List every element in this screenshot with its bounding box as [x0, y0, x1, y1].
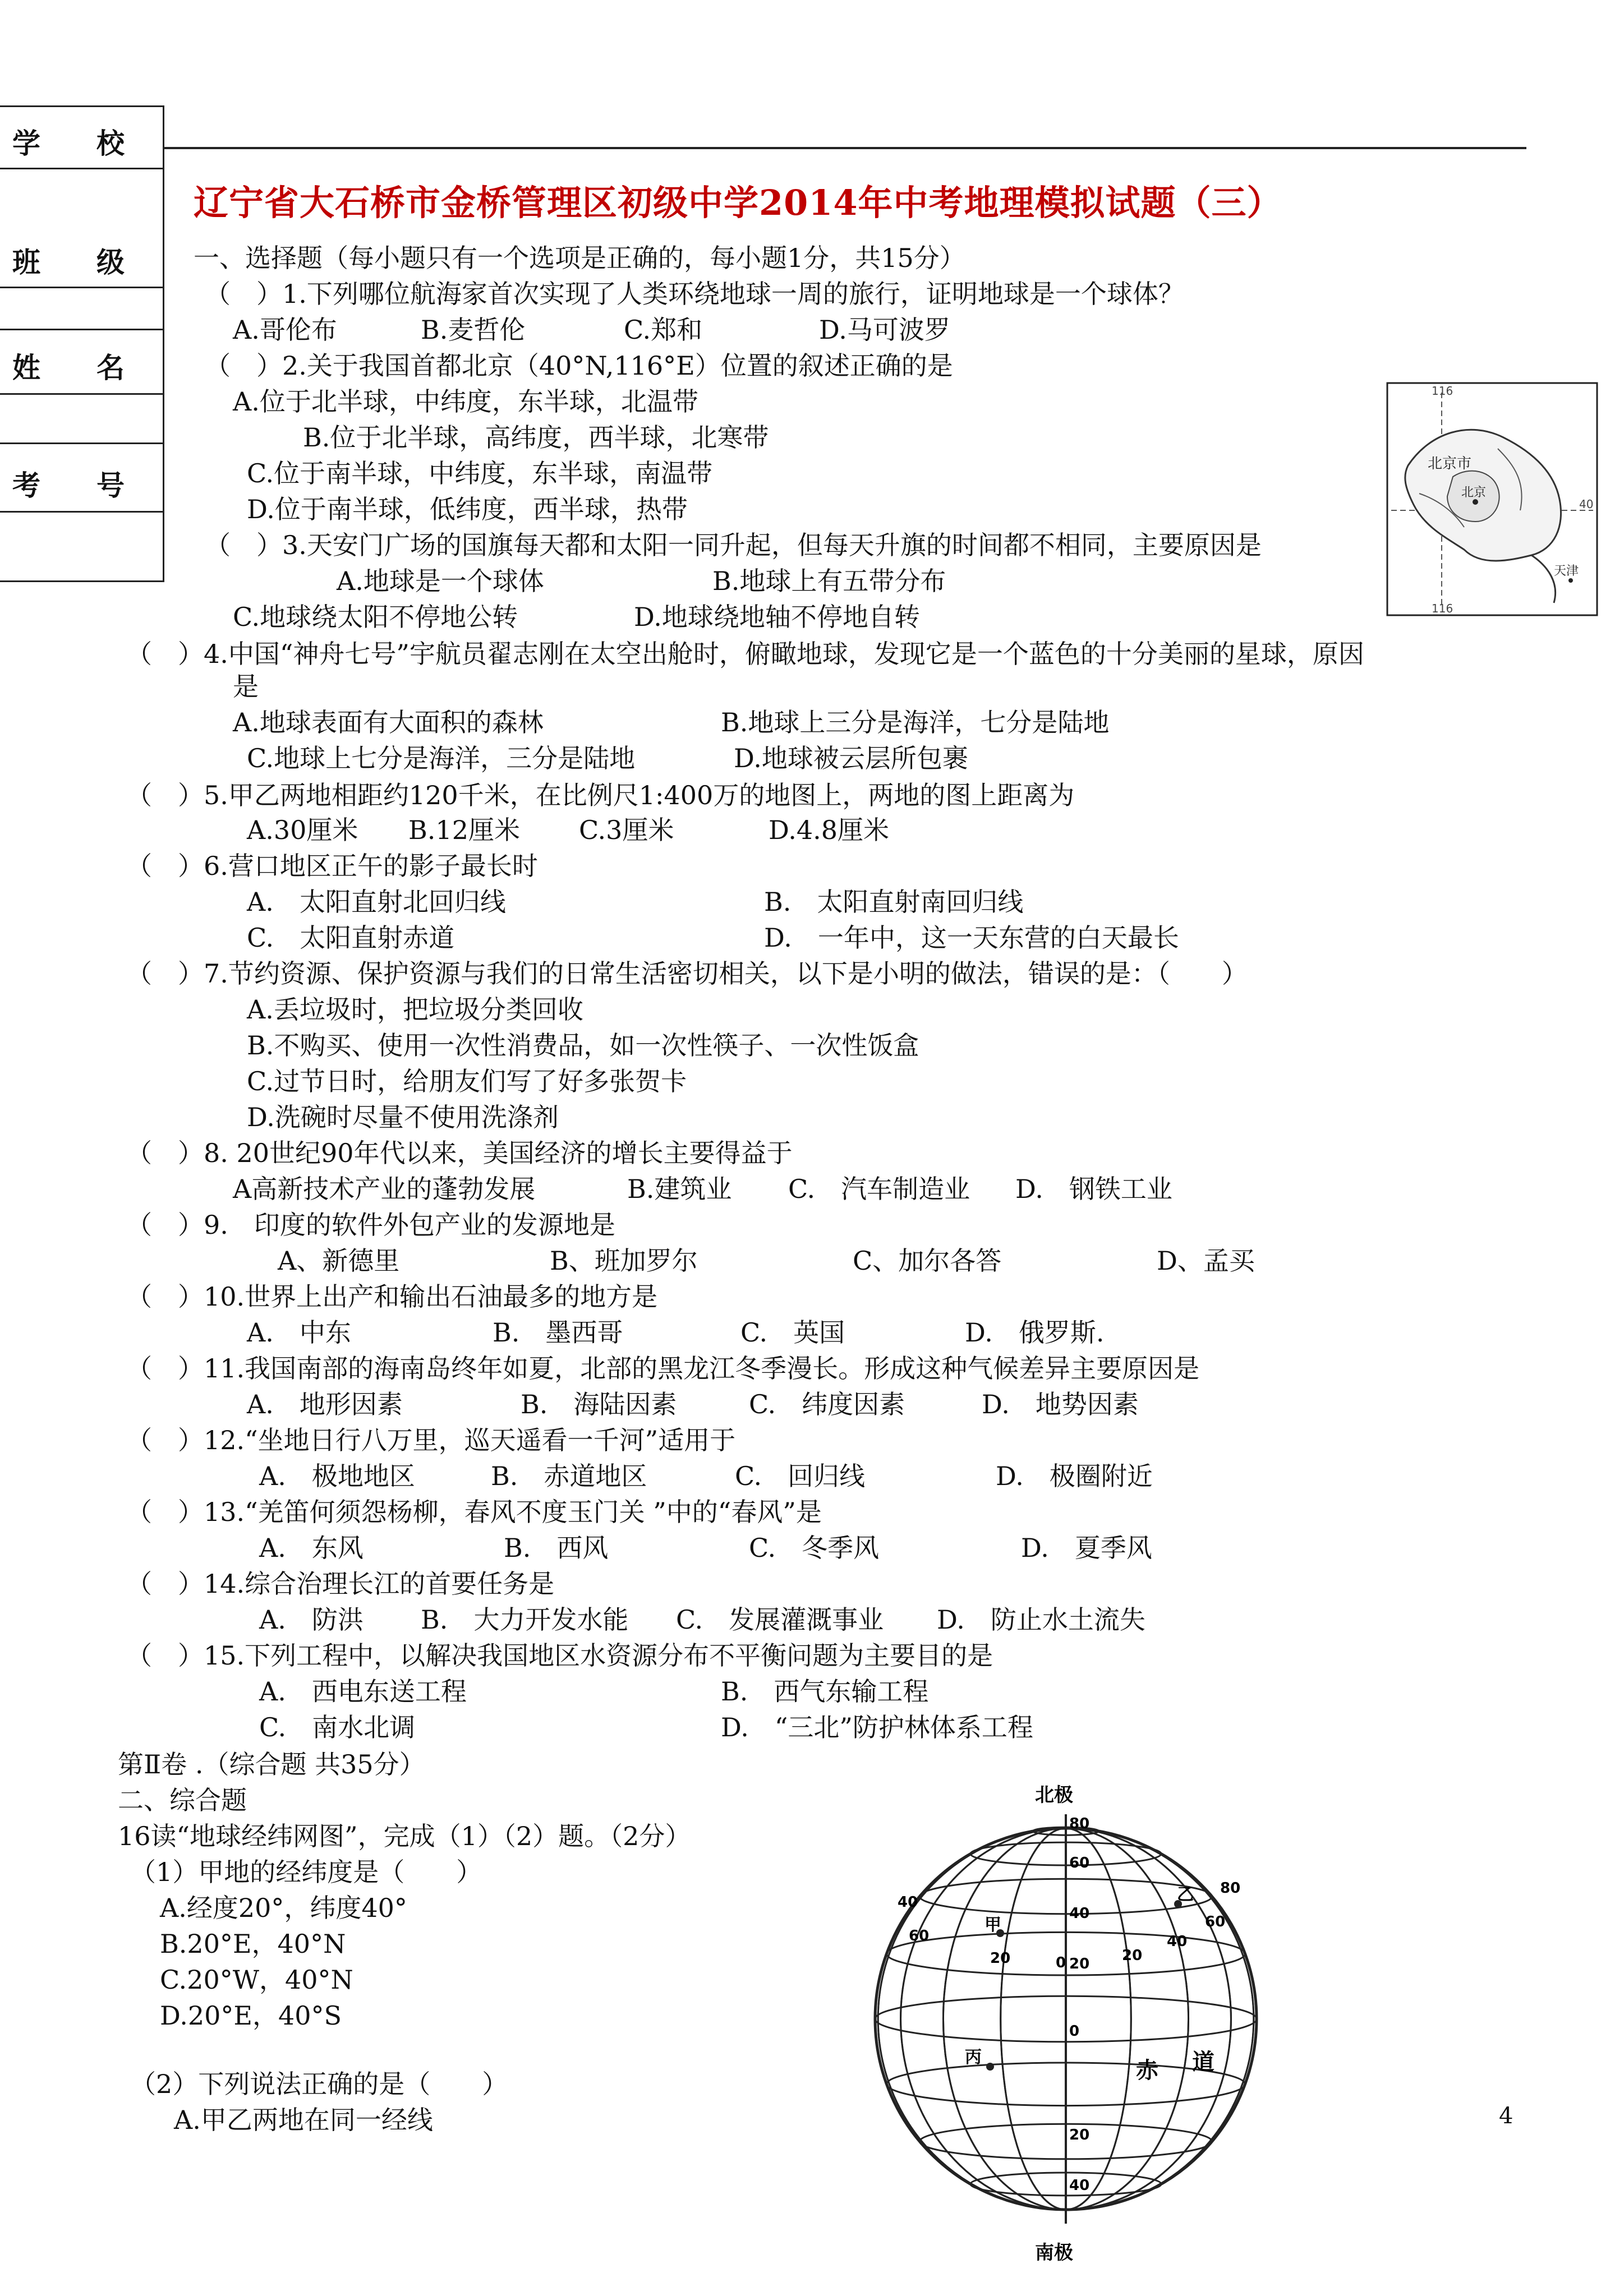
lon-label-40e: 40	[1167, 1933, 1188, 1950]
q12-stem: （ ）12.“坐地日行八万里，巡天遥看一千河”适用于	[126, 1425, 736, 1455]
student-info-table	[0, 105, 164, 582]
q4-option-a[interactable]: A.地球表面有大面积的森林	[233, 707, 544, 737]
q10-option-a[interactable]: A. 中东	[247, 1317, 351, 1348]
q15-option-d[interactable]: D. “三北”防护林体系工程	[721, 1712, 1033, 1742]
name-field[interactable]	[0, 331, 163, 390]
q12-option-c[interactable]: C. 回归线	[735, 1461, 866, 1491]
q12-option-d[interactable]: D. 极圈附近	[996, 1461, 1153, 1491]
q14-option-b[interactable]: B. 大力开发水能	[421, 1605, 629, 1635]
north-pole-label: 北极	[1035, 1784, 1073, 1806]
q9-option-a[interactable]: A、新德里	[278, 1246, 400, 1276]
q9-option-c[interactable]: C、加尔各答	[853, 1246, 1002, 1276]
q8-option-a[interactable]: A高新技术产业的蓬勃发展	[233, 1174, 536, 1204]
lat-label-0: 0	[1069, 2023, 1080, 2040]
globe-graticule-diagram	[853, 1772, 1279, 2266]
q5-option-a[interactable]: A.30厘米	[247, 815, 358, 845]
q5-option-d[interactable]: D.4.8厘米	[769, 815, 890, 845]
beijing-location-map	[1386, 381, 1599, 617]
q16-sub1-option-d[interactable]: D.20°E，40°S	[160, 2000, 342, 2031]
point-jia-label: 甲	[984, 1915, 1001, 1935]
q16-sub2: （2）下列说法正确的是（ ）	[130, 2069, 508, 2099]
q11-stem: （ ）11.我国南部的海南岛终年如夏，北部的黑龙江冬季漫长。形成这种气候差异主要原因是	[126, 1353, 1200, 1384]
q7-option-b[interactable]: B.不购买、使用一次性消费品，如一次性筷子、一次性饭盒	[247, 1030, 919, 1061]
q12-option-a[interactable]: A. 极地地区	[259, 1461, 415, 1491]
section1-heading: 一、选择题（每小题只有一个选项是正确的，每小题1分，共15分）	[194, 243, 965, 273]
lat-label-40n: 40	[1069, 1905, 1090, 1922]
q14-option-a[interactable]: A. 防洪	[259, 1605, 364, 1635]
map-lat-label: 40	[1579, 497, 1594, 511]
q16-sub1: （1）甲地的经纬度是（ ）	[130, 1857, 482, 1887]
exam-number-label: 考 号	[12, 469, 125, 502]
equator-label-chi: 赤	[1136, 2058, 1158, 2083]
lat-label-40s: 40	[1069, 2177, 1090, 2194]
q10-stem: （ ）10.世界上出产和输出石油最多的地方是	[126, 1281, 658, 1312]
q16-sub1-option-c[interactable]: C.20°W，40°N	[160, 1965, 353, 1995]
q16-stem: 16读“地球经纬网图”，完成（1）（2）题。（2分）	[118, 1821, 691, 1851]
section2-heading: 二、综合题	[118, 1785, 247, 1815]
q13-stem: （ ）13.“羌笛何须怨杨柳，春风不度玉门关 ”中的“春风”是	[126, 1497, 822, 1527]
point-yi-label: 乙	[1177, 1885, 1194, 1905]
q8-option-b[interactable]: B.建筑业	[627, 1174, 732, 1204]
south-pole-label: 南极	[1035, 2242, 1073, 2264]
q3-option-c[interactable]: C.地球绕太阳不停地公转	[233, 602, 518, 632]
lon-label-20e: 20	[1122, 1947, 1143, 1964]
q2-option-a[interactable]: A.位于北半球，中纬度，东半球，北温带	[233, 386, 698, 417]
q7-option-c[interactable]: C.过节日时，给朋友们写了好多张贺卡	[247, 1066, 687, 1096]
lon-label-80e: 80	[1220, 1880, 1241, 1897]
q2-option-c[interactable]: C.位于南半球，中纬度，东半球，南温带	[247, 458, 713, 488]
name-label: 姓 名	[12, 351, 125, 384]
q15-option-c[interactable]: C. 南水北调	[259, 1712, 416, 1742]
map-beijing-city-label: 北京市	[1428, 455, 1472, 472]
q1-option-a[interactable]: A.哥伦布	[233, 315, 337, 345]
page-title: 辽宁省大石桥市金桥管理区初级中学2014年中考地理模拟试题（三）	[194, 182, 1282, 223]
q13-option-c[interactable]: C. 冬季风	[749, 1533, 880, 1563]
lat-label-20n: 20	[1069, 1956, 1090, 1972]
map-lon-label-bottom: 116	[1432, 602, 1453, 615]
q4-option-c[interactable]: C.地球上七分是海洋，三分是陆地	[247, 743, 636, 773]
q14-option-c[interactable]: C. 发展灌溉事业	[676, 1605, 884, 1635]
q7-option-d[interactable]: D.洗碗时尽量不使用洗涤剂	[247, 1102, 559, 1132]
q6-option-a[interactable]: A. 太阳直射北回归线	[247, 887, 506, 917]
q3-option-b[interactable]: B.地球上有五带分布	[712, 566, 946, 596]
q6-option-b[interactable]: B. 太阳直射南回归线	[764, 887, 1024, 917]
q10-option-c[interactable]: C. 英国	[740, 1317, 845, 1348]
lat-label-20s: 20	[1069, 2127, 1090, 2143]
q10-option-b[interactable]: B. 墨西哥	[493, 1317, 623, 1348]
q15-stem: （ ）15.下列工程中，以解决我国地区水资源分布不平衡问题为主要目的是	[126, 1640, 993, 1671]
q14-stem: （ ）14.综合治理长江的首要任务是	[126, 1569, 555, 1599]
q6-option-c[interactable]: C. 太阳直射赤道	[247, 923, 455, 953]
q2-option-b[interactable]: B.位于北半球，高纬度，西半球，北寒带	[303, 422, 769, 453]
q1-option-c[interactable]: C.郑和	[624, 315, 703, 345]
lon-label-20w: 20	[990, 1950, 1011, 1967]
q11-option-d[interactable]: D. 地势因素	[982, 1389, 1139, 1419]
q10-option-d[interactable]: D. 俄罗斯.	[965, 1317, 1105, 1348]
map-lon-label-top: 116	[1432, 384, 1453, 398]
q16-sub1-option-a[interactable]: A.经度20°，纬度40°	[160, 1893, 407, 1923]
q8-stem: （ ）8. 20世纪90年代以来，美国经济的增长主要得益于	[126, 1138, 793, 1168]
map-beijing-label: 北京	[1461, 486, 1487, 500]
page-number: 4	[1499, 2103, 1513, 2129]
q7-stem: （ ）7.节约资源、保护资源与我们的日常生活密切相关，以下是小明的做法，错误的是：（ ）	[126, 958, 1248, 989]
q11-option-c[interactable]: C. 纬度因素	[749, 1389, 905, 1419]
q4-option-b[interactable]: B.地球上三分是海洋，七分是陆地	[721, 707, 1110, 737]
lon-label-60w: 60	[909, 1928, 930, 1944]
q1-option-b[interactable]: B.麦哲伦	[421, 315, 526, 345]
q6-stem: （ ）6.营口地区正午的影子最长时	[126, 851, 538, 881]
q1-option-d[interactable]: D.马可波罗	[819, 315, 950, 345]
q9-option-d[interactable]: D、孟买	[1157, 1246, 1255, 1276]
q9-stem: （ ）9. 印度的软件外包产业的发源地是	[126, 1210, 615, 1240]
part2-heading: 第Ⅱ卷 .（综合题 共35分）	[118, 1749, 425, 1779]
q1-stem: （ ）1.下列哪位航海家首次实现了人类环绕地球一周的旅行，证明地球是一个球体？	[205, 279, 1184, 309]
lat-label-80n: 80	[1069, 1815, 1090, 1832]
class-label: 班 级	[12, 246, 125, 279]
q3-option-d[interactable]: D.地球绕地轴不停地自转	[634, 602, 920, 632]
q5-option-b[interactable]: B.12厘米	[408, 815, 520, 845]
q13-option-b[interactable]: B. 西风	[504, 1533, 609, 1563]
q3-stem: （ ）3.天安门广场的国旗每天都和太阳一同升起，但每天升旗的时间都不相同，主要原因是	[205, 530, 1262, 560]
q13-option-d[interactable]: D. 夏季风	[1021, 1533, 1152, 1563]
q15-option-b[interactable]: B. 西气东输工程	[721, 1676, 929, 1707]
q2-stem: （ ）2.关于我国首都北京（40°N,116°E）位置的叙述正确的是	[205, 351, 953, 381]
q5-stem: （ ）5.甲乙两地相距约120千米，在比例尺1:400万的地图上，两地的图上距离为	[126, 780, 1075, 810]
point-bing-label: 丙	[965, 2048, 982, 2067]
q13-option-a[interactable]: A. 东风	[259, 1533, 364, 1563]
map-tianjin-label: 天津	[1554, 564, 1579, 578]
q6-option-d[interactable]: D. 一年中，这一天东营的白天最长	[764, 923, 1179, 953]
q8-option-c[interactable]: C. 汽车制造业	[788, 1174, 970, 1204]
q15-option-a[interactable]: A. 西电东送工程	[259, 1676, 467, 1707]
q4-option-d[interactable]: D.地球被云层所包裹	[734, 743, 968, 773]
q5-option-c[interactable]: C.3厘米	[579, 815, 674, 845]
lon-label-60e: 60	[1205, 1914, 1226, 1930]
q11-option-b[interactable]: B. 海陆因素	[521, 1389, 677, 1419]
header-rule	[164, 147, 1526, 149]
q11-option-a[interactable]: A. 地形因素	[247, 1389, 403, 1419]
lon-label-0: 0	[1056, 1954, 1066, 1971]
q3-option-a[interactable]: A.地球是一个球体	[337, 566, 544, 596]
lat-label-60n: 60	[1069, 1855, 1090, 1871]
q4-stem-cont: 是	[233, 671, 259, 702]
q16-sub1-option-b[interactable]: B.20°E，40°N	[160, 1929, 346, 1959]
lon-label-40w: 40	[898, 1894, 918, 1911]
equator-label-dao: 道	[1192, 2049, 1214, 2075]
q12-option-b[interactable]: B. 赤道地区	[491, 1461, 647, 1491]
q2-option-d[interactable]: D.位于南半球，低纬度，西半球，热带	[247, 494, 688, 524]
school-field[interactable]	[0, 107, 163, 166]
q8-option-d[interactable]: D. 钢铁工业	[1015, 1174, 1172, 1204]
class-field[interactable]	[0, 226, 163, 285]
school-label: 学 校	[12, 127, 125, 160]
q9-option-b[interactable]: B、班加罗尔	[550, 1246, 698, 1276]
q7-option-a[interactable]: A.丢垃圾时，把垃圾分类回收	[247, 994, 583, 1025]
q16-sub2-option-a[interactable]: A.甲乙两地在同一经线	[174, 2105, 433, 2135]
q4-stem: （ ）4.中国“神舟七号”宇航员翟志刚在太空出舱时，俯瞰地球，发现它是一个蓝色的十分美丽的星球，原因	[126, 639, 1364, 669]
exam-number-field[interactable]	[0, 449, 163, 508]
q14-option-d[interactable]: D. 防止水土流失	[937, 1605, 1145, 1635]
